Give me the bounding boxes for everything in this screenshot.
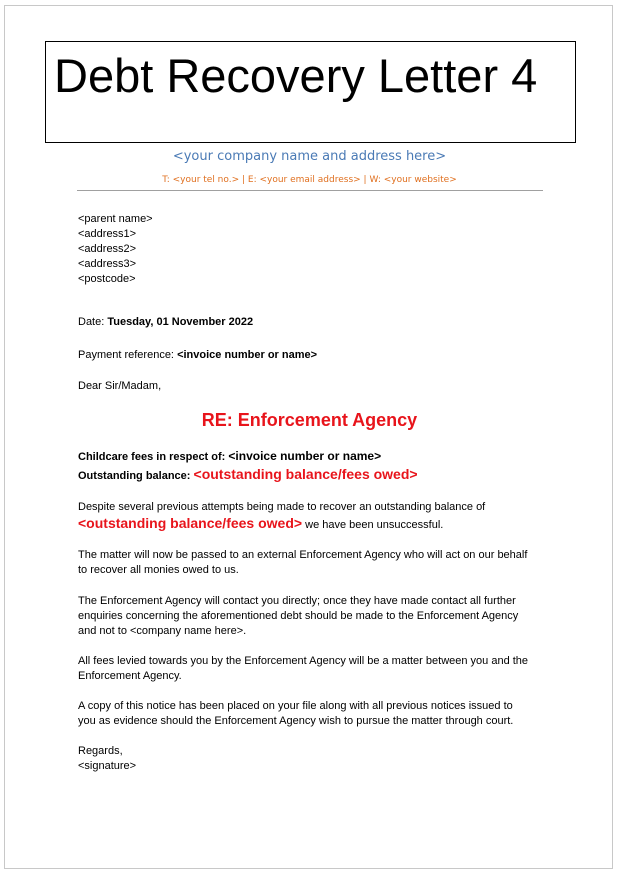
paragraph-3 <box>78 594 518 639</box>
payment-reference <box>78 348 317 363</box>
contact-line: T: <your tel no.> | E: <your email address> | W: <your website> <box>162 175 457 185</box>
re-heading: RE: Enforcement Agency <box>201 410 418 430</box>
balance-line <box>78 467 418 484</box>
paragraph-line: The matter will now be passed to an external Enforcement Agency who will act on our behalf <box>78 549 528 561</box>
paragraph-line: The Enforcement Agency will contact you directly; once they have made contact all further <box>78 595 516 607</box>
fees-label: Childcare fees in respect of: <box>78 451 229 463</box>
paragraph-2 <box>78 548 527 578</box>
address-line: <address2> <box>78 243 137 255</box>
address-line: <address1> <box>78 228 137 240</box>
paragraph-line: you as evidence should the Enforcement Agency wish to pursue the matter through court. <box>78 715 514 727</box>
title-box <box>45 41 576 143</box>
letter-title: Debt Recovery Letter 4 <box>54 49 538 102</box>
paragraph-line: we have been unsuccessful. <box>302 519 444 531</box>
address-block <box>78 212 153 287</box>
paragraph-line: and not to <company name here>. <box>78 625 247 637</box>
balance-value: <outstanding balance/fees owed> <box>193 466 418 482</box>
paragraph-line: Despite several previous attempts being made to recover an outstanding balance of <box>78 501 486 513</box>
salutation: Dear Sir/Madam, <box>78 380 162 392</box>
signature: <signature> <box>78 760 137 772</box>
paragraph-5 <box>78 699 513 729</box>
balance-label: Outstanding balance: <box>78 470 194 482</box>
address-line: <address3> <box>78 258 137 270</box>
date-label: Date: <box>78 316 108 328</box>
company-name: <your company name and address here> <box>172 149 447 164</box>
fees-line <box>78 449 381 465</box>
balance-value-inline: <outstanding balance/fees owed> <box>78 515 303 531</box>
fees-value: <invoice number or name> <box>228 449 382 463</box>
address-line: <parent name> <box>78 213 153 225</box>
paragraph-line: A copy of this notice has been placed on your file along with all previous notices issued to <box>78 700 513 712</box>
paragraph-line: Enforcement Agency. <box>78 670 182 682</box>
paragraph-line: enquiries concerning the aforementioned debt should be made to the Enforcement Agency <box>78 610 519 622</box>
paragraph-line: All fees levied towards you by the Enforcement Agency will be a matter between you and the <box>78 655 529 667</box>
payref-value: <invoice number or name> <box>177 349 318 361</box>
closing: Regards, <box>78 745 123 757</box>
header-divider <box>77 190 543 191</box>
date-value: Tuesday, 01 November 2022 <box>107 316 254 328</box>
payref-label: Payment reference: <box>78 349 178 361</box>
date-line <box>78 315 253 330</box>
address-line: <postcode> <box>78 273 136 285</box>
paragraph-1 <box>78 500 485 533</box>
closing-block <box>78 744 136 774</box>
paragraph-line: to recover all monies owed to us. <box>78 564 239 576</box>
paragraph-4 <box>78 654 528 684</box>
